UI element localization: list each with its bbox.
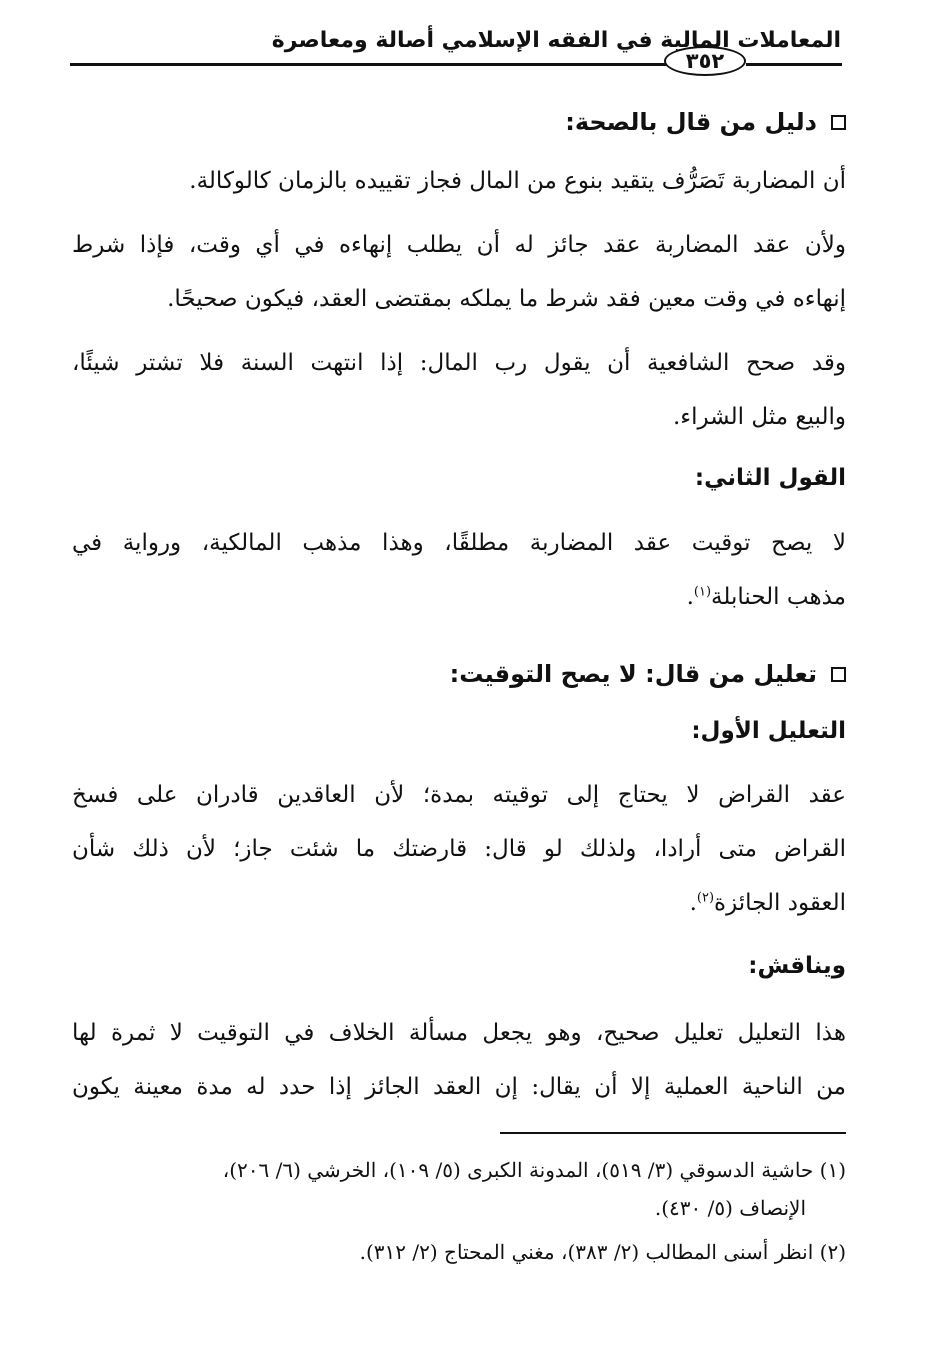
footnote-1-line2: الإنصاف (٥/ ٤٣٠).: [654, 1196, 806, 1220]
subheading-second-opinion: القول الثاني:: [694, 465, 846, 491]
section-heading-validity-evidence: [565, 108, 846, 136]
section-heading-no-timing-reasoning: [450, 660, 846, 688]
checkbox-square-icon: [831, 115, 846, 130]
paragraph-line: وقد صحح الشافعية أن يقول رب المال: إذا انتهت السنة فلا تشتر شيئًا،: [72, 350, 846, 376]
header-rule-left: [70, 63, 666, 66]
paragraph-line: لا يصح توقيت عقد المضاربة مطلقًا، وهذا مذهب المالكية، ورواية في: [72, 530, 846, 556]
paragraph-text: مذهب الحنابلة: [711, 584, 846, 610]
footnote-marker[interactable]: (٢): [696, 890, 715, 906]
subheading-first-reasoning: التعليل الأول:: [691, 718, 846, 744]
running-header-title: المعاملات المالية في الفقه الإسلامي أصالة ومعاصرة: [271, 28, 841, 53]
period: .: [686, 584, 694, 610]
page-number: ٣٥٢: [664, 46, 746, 76]
paragraph-line: هذا التعليل تعليل صحيح، وهو يجعل مسألة الخلاف في التوقيت لا ثمرة لها: [72, 1020, 846, 1046]
subheading-discussion: ويناقش:: [748, 953, 846, 979]
paragraph-line: [72, 890, 846, 916]
paragraph-line: ولأن عقد المضاربة عقد جائز له أن يطلب إنهاءه في أي وقت، فإذا شرط: [72, 232, 846, 258]
heading-text: تعليل من قال: لا يصح التوقيت:: [449, 660, 817, 688]
paragraph-text: العقود الجائزة: [714, 890, 846, 916]
heading-text: دليل من قال بالصحة:: [565, 108, 817, 136]
paragraph-line: إنهاءه في وقت معين فقد شرط ما يملكه بمقتضى العقد، فيكون صحيحًا.: [167, 286, 846, 312]
paragraph-line: [72, 584, 846, 610]
footnote-2: (٢) انظر أسنى المطالب (٢/ ٣٨٣)، مغني المحتاج (٢/ ٣١٢).: [359, 1240, 846, 1264]
footnote-1-line1: (١) حاشية الدسوقي (٣/ ٥١٩)، المدونة الكبرى (٥/ ١٠٩)، الخرشي (٦/ ٢٠٦)،: [222, 1158, 846, 1182]
period: .: [689, 890, 697, 916]
footnote-marker[interactable]: (١): [693, 584, 712, 600]
paragraph-line: والبيع مثل الشراء.: [672, 404, 846, 430]
paragraph-line: عقد القراض لا يحتاج إلى توقيته بمدة؛ لأن العاقدين قادران على فسخ: [72, 782, 846, 808]
footnote-separator: [500, 1132, 846, 1134]
header-rule-right: [746, 63, 842, 66]
paragraph-line: القراض متى أرادا، ولذلك لو قال: قارضتك ما شئت جاز؛ لأن ذلك شأن: [72, 836, 846, 862]
paragraph-line: من الناحية العملية إلا أن يقال: إن العقد الجائز إذا حدد له مدة معينة يكون: [72, 1074, 846, 1100]
paragraph-line: أن المضاربة تَصَرُّف يتقيد بنوع من المال فجاز تقييده بالزمان كالوكالة.: [189, 168, 846, 194]
checkbox-square-icon: [831, 667, 846, 682]
